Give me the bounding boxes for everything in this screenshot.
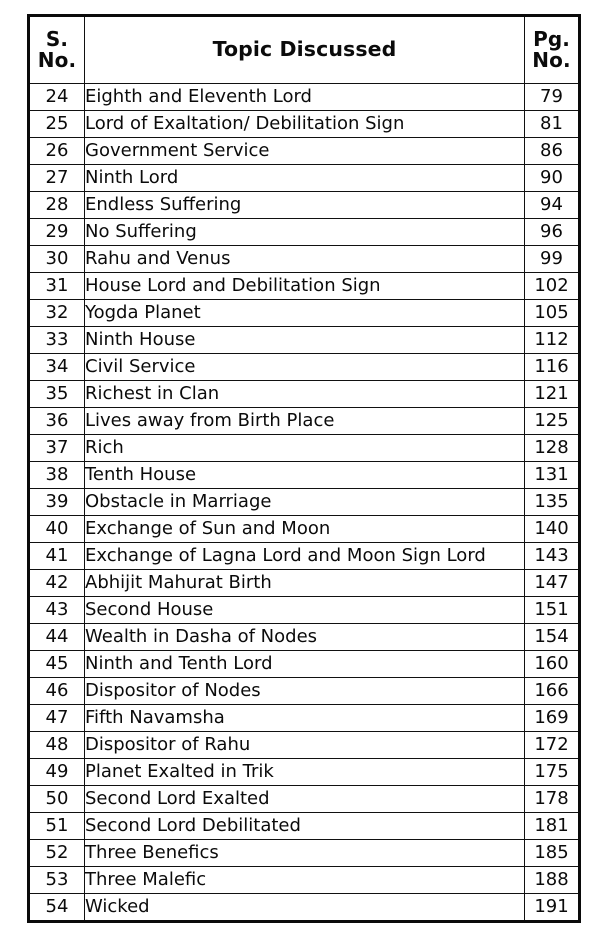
table-row [29,651,580,678]
table-row [29,624,580,651]
table-row [29,408,580,435]
cell-serial-number: 36 [29,408,85,435]
cell-page-number: 105 [525,300,580,327]
cell-page-number: 116 [525,354,580,381]
cell-page-number: 178 [525,786,580,813]
table-row [29,462,580,489]
cell-topic-discussed: Second Lord Debilitated [85,813,525,840]
cell-topic-discussed: Ninth and Tenth Lord [85,651,525,678]
cell-page-number: 154 [525,624,580,651]
table-row [29,678,580,705]
cell-topic-discussed: Planet Exalted in Trik [85,759,525,786]
cell-serial-number: 51 [29,813,85,840]
cell-serial-number: 43 [29,597,85,624]
header-row [29,16,580,84]
cell-page-number: 143 [525,543,580,570]
table-row [29,786,580,813]
cell-page-number: 169 [525,705,580,732]
cell-topic-discussed: Rahu and Venus [85,246,525,273]
cell-page-number: 96 [525,219,580,246]
table-row [29,111,580,138]
cell-serial-number: 37 [29,435,85,462]
cell-topic-discussed: Obstacle in Marriage [85,489,525,516]
cell-serial-number: 25 [29,111,85,138]
cell-topic-discussed: House Lord and Debilitation Sign [85,273,525,300]
column-header-serial-number-line1: S. [45,27,69,52]
column-header-topic-discussed-label: Topic Discussed [212,37,397,62]
cell-topic-discussed: Exchange of Sun and Moon [85,516,525,543]
cell-page-number: 121 [525,381,580,408]
cell-page-number: 99 [525,246,580,273]
cell-serial-number: 53 [29,867,85,894]
cell-serial-number: 49 [29,759,85,786]
cell-serial-number: 28 [29,192,85,219]
cell-topic-discussed: Yogda Planet [85,300,525,327]
cell-serial-number: 24 [29,84,85,111]
cell-page-number: 166 [525,678,580,705]
cell-serial-number: 32 [29,300,85,327]
cell-page-number: 135 [525,489,580,516]
cell-topic-discussed: Exchange of Lagna Lord and Moon Sign Lord [85,543,525,570]
cell-serial-number: 35 [29,381,85,408]
cell-page-number: 140 [525,516,580,543]
cell-serial-number: 47 [29,705,85,732]
column-header-page-number [525,16,580,84]
column-header-page-number-line1: Pg. [533,27,570,52]
table-row [29,867,580,894]
cell-topic-discussed: Three Malefic [85,867,525,894]
cell-topic-discussed: Government Service [85,138,525,165]
cell-page-number: 79 [525,84,580,111]
cell-page-number: 112 [525,327,580,354]
cell-page-number: 181 [525,813,580,840]
cell-page-number: 151 [525,597,580,624]
cell-serial-number: 41 [29,543,85,570]
cell-topic-discussed: Wicked [85,894,525,922]
cell-topic-discussed: Fifth Navamsha [85,705,525,732]
table-row [29,246,580,273]
cell-page-number: 86 [525,138,580,165]
table-body [29,84,580,922]
table-row [29,489,580,516]
cell-page-number: 90 [525,165,580,192]
cell-serial-number: 27 [29,165,85,192]
cell-serial-number: 44 [29,624,85,651]
table-row [29,354,580,381]
table-row [29,543,580,570]
column-header-serial-number-line2: No. [37,48,77,72]
cell-topic-discussed: Endless Suffering [85,192,525,219]
table-row [29,705,580,732]
cell-topic-discussed: No Suffering [85,219,525,246]
cell-page-number: 172 [525,732,580,759]
table-row [29,516,580,543]
cell-serial-number: 54 [29,894,85,922]
cell-serial-number: 33 [29,327,85,354]
column-header-topic-discussed [85,16,525,84]
cell-page-number: 191 [525,894,580,922]
cell-page-number: 94 [525,192,580,219]
cell-page-number: 128 [525,435,580,462]
cell-page-number: 131 [525,462,580,489]
cell-topic-discussed: Lives away from Birth Place [85,408,525,435]
cell-page-number: 125 [525,408,580,435]
cell-topic-discussed: Tenth House [85,462,525,489]
cell-topic-discussed: Abhijit Mahurat Birth [85,570,525,597]
topic-index-table [27,14,581,923]
cell-page-number: 102 [525,273,580,300]
cell-page-number: 147 [525,570,580,597]
cell-serial-number: 48 [29,732,85,759]
table-row [29,732,580,759]
cell-serial-number: 39 [29,489,85,516]
table-row [29,570,580,597]
table-row [29,273,580,300]
cell-serial-number: 29 [29,219,85,246]
cell-serial-number: 34 [29,354,85,381]
cell-topic-discussed: Rich [85,435,525,462]
column-header-page-number-line2: No. [532,48,571,72]
cell-serial-number: 40 [29,516,85,543]
table-row [29,327,580,354]
table-row [29,597,580,624]
cell-topic-discussed: Civil Service [85,354,525,381]
cell-topic-discussed: Eighth and Eleventh Lord [85,84,525,111]
table-header [29,16,580,84]
cell-topic-discussed: Dispositor of Rahu [85,732,525,759]
cell-serial-number: 26 [29,138,85,165]
table-row [29,219,580,246]
table-row [29,84,580,111]
table-row [29,894,580,922]
table-row [29,840,580,867]
column-header-serial-number [29,16,85,84]
table-row [29,813,580,840]
cell-serial-number: 50 [29,786,85,813]
cell-serial-number: 38 [29,462,85,489]
cell-topic-discussed: Second House [85,597,525,624]
cell-page-number: 188 [525,867,580,894]
cell-serial-number: 30 [29,246,85,273]
cell-topic-discussed: Dispositor of Nodes [85,678,525,705]
table-row [29,165,580,192]
table-row [29,759,580,786]
cell-serial-number: 31 [29,273,85,300]
cell-topic-discussed: Ninth House [85,327,525,354]
cell-page-number: 160 [525,651,580,678]
cell-serial-number: 46 [29,678,85,705]
table-row [29,138,580,165]
cell-page-number: 81 [525,111,580,138]
cell-serial-number: 52 [29,840,85,867]
cell-topic-discussed: Ninth Lord [85,165,525,192]
table-row [29,435,580,462]
cell-topic-discussed: Richest in Clan [85,381,525,408]
cell-page-number: 185 [525,840,580,867]
cell-serial-number: 42 [29,570,85,597]
table-row [29,300,580,327]
cell-serial-number: 45 [29,651,85,678]
table-row [29,192,580,219]
cell-page-number: 175 [525,759,580,786]
cell-topic-discussed: Second Lord Exalted [85,786,525,813]
cell-topic-discussed: Three Benefics [85,840,525,867]
cell-topic-discussed: Wealth in Dasha of Nodes [85,624,525,651]
table-row [29,381,580,408]
cell-topic-discussed: Lord of Exaltation/ Debilitation Sign [85,111,525,138]
